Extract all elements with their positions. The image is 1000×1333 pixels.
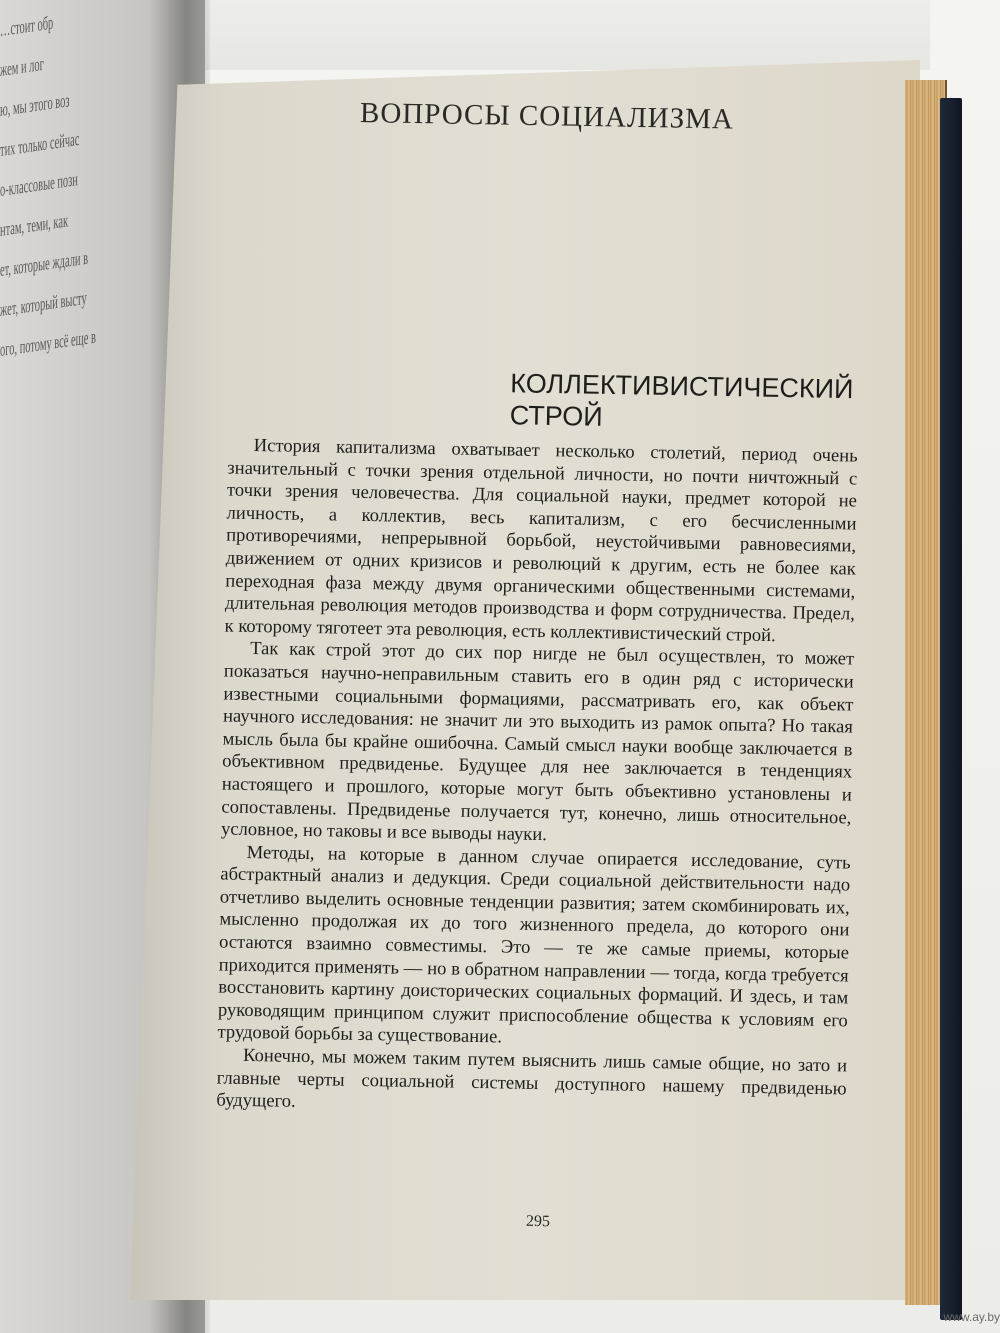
surface-above-book [200,0,930,70]
left-page-text-line: нтам, теми, как [0,210,69,241]
book-cover-edge [940,98,962,1320]
left-page-text-line: ого, потому всё еще в [0,326,96,361]
left-page-text-line: жет, который высту [0,287,87,321]
left-page-text-line: ю, мы этого воз [0,90,70,121]
left-page-text-line: …стоит обр [0,12,54,41]
paragraph: История капитализма охватывает несколько столетий, период очень значительный с точки зрения отдельной личности, но почти ничтожный с точки зрения человечества. Для социальной науки, предмет которой не личность, а коллектив, весь капитализм, с его бесчисленными противоречиями, непрерывной борьбой, неустойчивыми равновесиями, движением от одних кризисов и революций к другим, есть не более как переходная фаза между двумя органическими общественными системами, длительная революция методов производства и форм сотрудничества. Предел, к которому тяготеет эта революция, есть коллективистический строй. [224,435,858,646]
page-number: 295 [525,1212,551,1231]
body-text [216,435,858,1124]
paragraph: Так как строй этот до сих пор нигде не был осуществлен, то может показаться научно-неправильным ставить его в один ряд с исторически известными социальными формациями, рассматривать его, как объект научного исследования: не значит ли это выходить из рамок опыта? Но такая мысль была бы крайне ошибочна. Самый смысл науки вообще заключается в объективном предвиденье. Будущее для нее заключается в тенденциях настоящего и прошлого, которые могут быть объективно установлены и сопоставлены. Предвиденье получается тут, конечно, лишь относительное, условное, но таковы и все выводы науки. [220,638,855,846]
left-page-text-line: жем и лог [0,53,44,81]
chapter-title: КОЛЛЕКТИВИСТИЧЕСКИЙ СТРОЙ [509,368,854,432]
left-page-text-line: о-классовые позн [0,169,78,201]
running-head: ВОПРОСЫ СОЦИАЛИЗМА [359,97,735,136]
left-page-text-line: ет, которые ждали в [0,247,89,281]
paragraph: Конечно, мы можем таким путем выяснить лишь самые общие, но зато и главные черты социальной системы доступного нашему предвиденью будущего. [216,1044,848,1113]
left-page-text-line: тих только сейчас [0,128,80,161]
watermark: www.ay.by [943,1310,1000,1324]
paragraph: Методы, на которые в данном случае опирается исследование, суть абстрактный анализ и дедукция. Среди социальной действительности надо отчетливо выделить основные тенденции развития; затем скомбинировать их, мысленно продолжая их до того жизненного предела, до которого они остаются взаимно совместимы. Это — те же самые приемы, которые приходится применять — но в обратном направлении — тогда, когда требуется восстановить картину доисторических социальных формаций. И здесь, и там руководящим принципом служит приспособление общества к условиям его трудовой борьбы за существование. [217,841,851,1048]
